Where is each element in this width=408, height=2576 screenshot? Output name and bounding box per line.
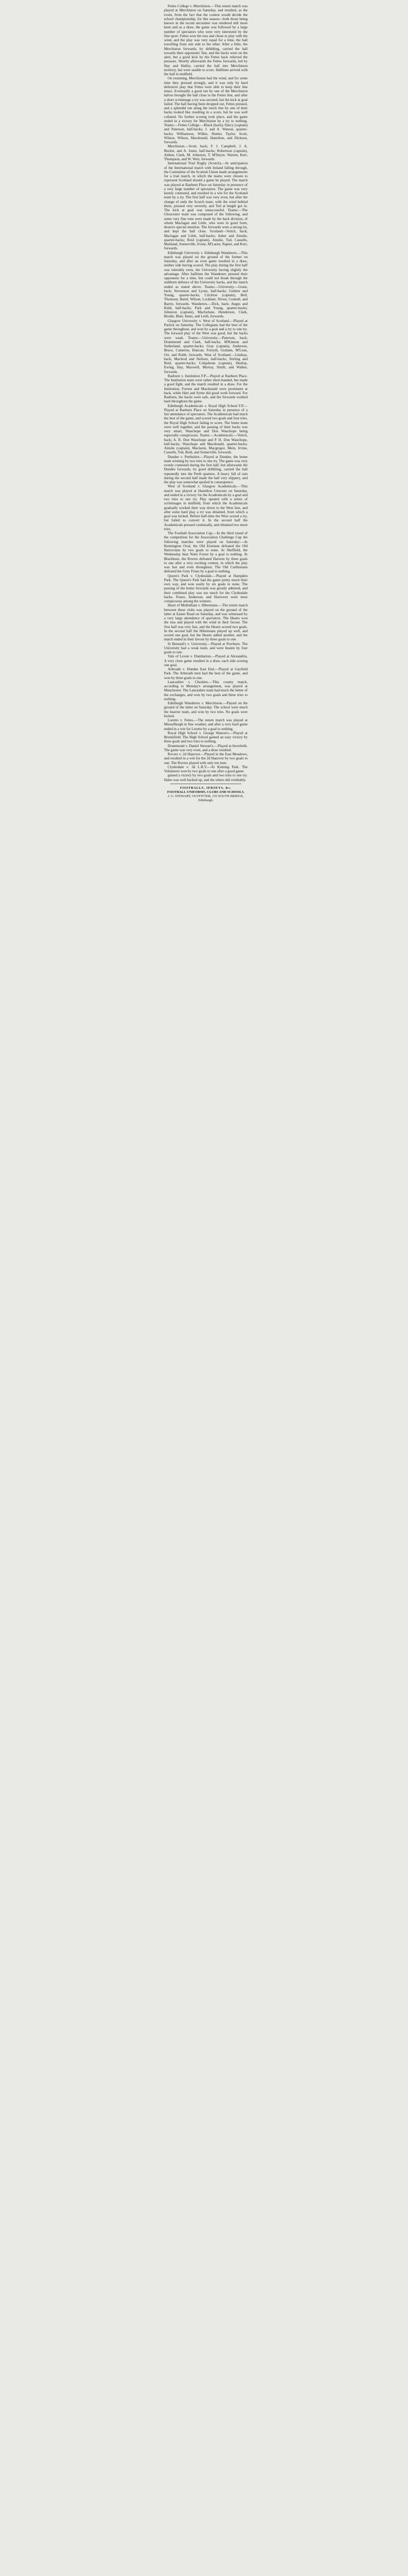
article-paragraph: Raeburn v. Institution F.P.—Played at Raeburn Place. The Institution team were rather short-handed, but made a good fight, and the match resulted in a draw. For the Institution, Forrest and Macdonald were prominent at back, while Hart and Syme did good work forward. For Raeburn, the backs were safe, and the forwards worked hard throughout the game. <box>164 374 248 404</box>
advertisement-subtitle: FOOTBALL UNIFORMS, CLUBS AND SCHOOLS. <box>167 790 244 794</box>
article-paragraph: Drummond v. Daniel Stewart's.—Played at Inverleith. The game was very even, and a draw resulted. <box>164 743 248 752</box>
article-paragraph: Clydesdale v. 3d L.R.V.—At Kinning Park. The Volunteers won by two goals to one after a good game. <box>164 765 248 773</box>
article-paragraph: Edinburgh Wanderers v. Merchiston.—Played on the ground of the latter on Saturday. The school were much the heavier team, and won by two tries. No goals were kicked. <box>164 701 248 718</box>
article-paragraph: On resuming, Merchiston had the wind, and for some time they pressed strongly, and it was only by hard defensive play that Fettes were able to keep their line intact. Eventually a good run by one of the Merchiston halves brought the ball close to the Fettes line, and after a short scrimmage a try was secured, but the kick at goal failed. The ball having been dropped out, Fettes pressed, and a splendid run along the touch line by one of their backs looked like resulting in a score, but he was well collared. No further scoring took place, and the game ended in a victory for Merchiston by a try to nothing. Teams:—Fettes College.—Black (back); Darcy (captain) and Paterson, half-backs; J. and A. Watson, quarter-backs; Williamson, Wilkie, Hunter, Taylor, Scott, Wilson, Wilson, Macdonald, Hamilton, and Dickson, forwards. <box>164 76 248 144</box>
article-paragraph: Queen's Park v. Clydesdale.—Played at Hampden Park. The Queen's Park had the game pretty much their own way, and won easily by six goals to none. The passing of the home forwards was greatly admired, and their combined play was too much for the Clydesdale backs. Fraser, Anderson, and Harrower were most conspicuous among the winners. <box>164 573 248 603</box>
article-paragraph: Lancashire v. Cheshire.—This county match, according to Monday's arrangement, was played at Manchester. The Lancashire team had much the better of the exchanges, and won by two goals and three tries to nothing. <box>164 680 248 701</box>
article-paragraph: Rovers v. 2d Hanover.—Played in the East Meadows, and resulted in a win for the 2d Hanover by two goals to one. The Rovers played with only ten men. <box>164 752 248 765</box>
article-paragraph: Arbroath v. Dundee East End.—Played at Gayfield Park. The Arbroath men had the best of the game, and won by three goals to one. <box>164 667 248 680</box>
article-paragraph: Edinburgh Academicals v. Royal High School F.P.—Played at Raeburn Place on Saturday in presence of a fair attendance of spectators. The Academicals had much the best of the game, and scored two goals and four tries, the Royal High School failing to score. The home team were well together, and the passing of their backs was very smart, Wauchope and Don Wauchope being especially conspicuous. Teams:—Academicals.—Veitch, back; A. R. Don Wauchope and P. H. Don Wauchope, half-backs; Wauchope and Macdonald, quarter-backs; Ainslie (captain), Maclaren, Macgregor, Mein, Irvine, Cassells, Tod, Reid, and Somerville, forwards. <box>164 403 248 455</box>
advertisement-title: FOOTBALLS, JERSEYS, &c. <box>180 786 232 790</box>
newspaper-column <box>164 4 248 2576</box>
article-paragraph: Royal High School v. George Watson's.—Played at Bruntsfield. The High School gained an easy victory by three goals and two tries to nothing. <box>164 731 248 744</box>
article-paragraph: Fettes College v. Merchiston.—This return match was played at Merchiston on Saturday, and resulted, as the event, from the fact that the contest would decide the school championship, for this season—both those being known in the recent encounter was rendered still more keen and as a draw, the game was followed by a large number of spectators who were very interested by the fine sport. Fettes won the toss and chose to play with the wind, and the play was very equal for a time, the ball travelling from one side to the other. After a little, the Merchiston forwards, by dribbling, carried the ball towards their opponents' line, and the backs were on the alert, but a good kick by the Fettes back relieved the pressure. Shortly afterwards the Fettes forwards, led by Hay and Halley, carried the ball into Merchiston territory, but were unable to score. Halftime arrived with the ball in midfield. <box>164 4 248 76</box>
article-paragraph: International Trial Rugby (Scotch).—In anticipation of the International match with Ireland falling through, the Committee of the Scottish Union made arrangements for a trial match, in which the teams were chosen to represent Scotland should a game be played. The match was played at Raeburn Place on Saturday in presence of a very large number of spectators. The game was very keenly contested, and resulted in a win for the Scotland team by a try. The first half was very even, but after the change of ends the Scotch team, with the wind behind them, pressed very severely, and Tod at length got in. The kick at goal was unsuccessful. Teams:—The Gloucester team was composed of the following, and some very fine runs were made by the back division, of whom Maclagan and Little, who were in good form, deserve special mention. The forwards were a strong lot, and kept the ball close. Scotland—Veitch, back; Maclagan and Little, half-backs; Asher and Ainslie, quarter-backs; Reid (captain), Ainslie, Tod, Cassells, Maitland, Somerville, Irvine, M'Laren, Napier, and Kerr, forwards. <box>164 161 248 251</box>
article-paragraph: The Football Association Cup.—In the third round of the competition for the Association Challenge Cup the following matches were played on Saturday:—At Kennington Oval, the Old Etonians defeated the Old Harrovians by two goals to none. At Sheffield, the Wednesday beat Notts Forest by a goal to nothing. At Blackburn, the Rovers defeated Darwen by three goals to one after a very exciting contest, in which the play was fast and even throughout. The Old Carthusians defeated the Grey Friars by a goal to nothing. <box>164 531 248 574</box>
closing-line: gained a victory by two goals and two tries to one try. Hales was well backed up, and the others did creditably. <box>164 773 248 782</box>
article-paragraph: Vale of Leven v. Dumbarton.—Played at Alexandria. A very close game resulted in a draw, each side scoring one goal. <box>164 654 248 667</box>
article-paragraph: Heart of Midlothian v. Hibernians.—The return match between these clubs was played on the ground of the latter at Easter Road on Saturday, and was witnessed by a very large attendance of spectators. The Hearts won the toss and played with the wind in their favour. The first half was very fast, and the Hearts scored two goals. In the second half the Hibernians played up well, and scored one goal, but the Hearts added another, and the match ended in their favour by three goals to one. <box>164 603 248 642</box>
article-paragraph: Dundee v. Perthshire.—Played at Dundee, the home team winning by two tries to one try. The game was very evenly contested during the first half, but afterwards the Dundee forwards, by good dribbling, carried the ball repeatedly into the Perth quarters. A heavy fall of rain during the second half made the ball very slippery, and the play was somewhat spoiled in consequence. <box>164 454 248 484</box>
article-paragraph: West of Scotland v. Glasgow Academicals.—This match was played at Hamilton Crescent on Saturday, and ended in a victory for the Academicals by a goal and two tries to one try. Play opened with a series of scrimmages in midfield, from which the Academicals gradually worked their way down to the West line, and after some hard play a try was obtained, from which a goal was kicked. Before half-time the West scored a try, but failed to convert it. In the second half the Academicals pressed continually, and obtained two more tries. <box>164 484 248 531</box>
article-paragraph: Merchiston.—Scott, back; F. J. Campbell, J. A. Beckie, and A. Jones, half-backs; Robertson (captain), Aitken, Clark, M. Johnston, T. M'Intyre, Warren, Kerr, Thompson, and W. Weir, forwards. <box>164 144 248 161</box>
article-body <box>164 4 248 773</box>
article-paragraph: St Bernard's v. University.—Played at Powburn. The University had a weak team, and were beaten by four goals to one. <box>164 641 248 654</box>
advertisement <box>164 786 248 803</box>
article-paragraph: Loretto v. Fettes.—The return match was played at Musselburgh in fine weather, and after a very hard game ended in a win for Loretto by a goal to nothing. <box>164 718 248 731</box>
article-paragraph: Glasgow University v. West of Scotland.—Played at Partick on Saturday. The Collegians had the best of the game throughout, and won by a goal and a try to one try. The forward play of the West was good, but the backs were weak. Teams:—University.—Paterson, back; Drummond and Clark, half-backs; M'Kinnon and Sutherland, quarter-backs; Gray (captain), Anderson, Bruce, Cameron, Duncan, Forsyth, Graham, M'Lean, Orr, and Robb, forwards. West of Scotland.—Lindsay, back; Macleod and Neilson, half-backs; Stirling and Reid, quarter-backs; Colquhoun (captain), Dunlop, Ewing, Hay, Maxwell, Murray, Smith, and Walker, forwards. <box>164 318 248 374</box>
article-paragraph: Edinburgh University v. Edinburgh Wanderers.—This match was played on the ground of the former on Saturday, and after an even game resulted in a draw, neither side having scored. The play during the first half was tolerably even, the University having slightly the advantage. After halftime the Wanderers pressed their opponents for a time, but could not break through the stubborn defence of the University backs, and the match ended as stated above. Teams:—University.—Grant, back; Stevenson and Lyons, half-backs; Guthrie and Young, quarter-backs; Crichton (captain), Bell, Thomson, Baird, Wilson, Lockhart, Niven, Connell, and Barrie, forwards. Wanderers.—Dick, back; Angus and Kidd, half-backs; Park and Young, quarter-backs; Johnston (captain), Macfarlane, Henderson, Clark, Brodie, Blair, Innes, and Leith, forwards. <box>164 250 248 319</box>
advertisement-address: J. G. STEWART, OUTFITTER, 155 SOUTH BRIDGE, Edinburgh. <box>168 794 244 802</box>
